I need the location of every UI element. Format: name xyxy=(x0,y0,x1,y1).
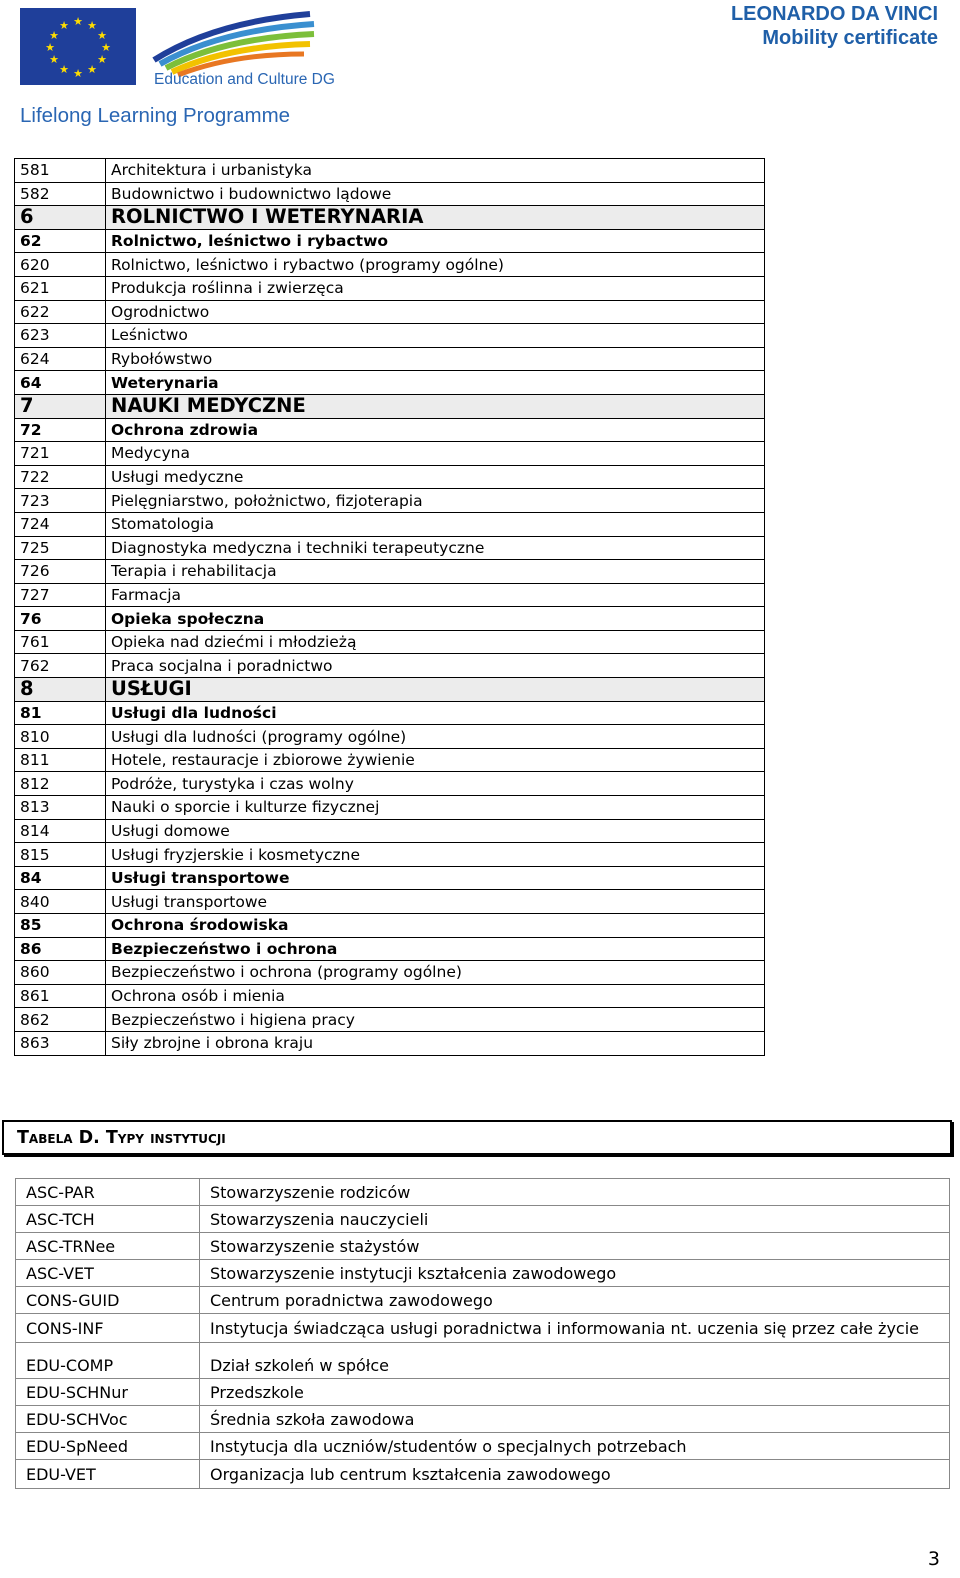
field-code: 813 xyxy=(15,796,106,820)
table-row xyxy=(16,1260,950,1287)
field-code: 623 xyxy=(15,324,106,348)
field-name: Usługi dla ludności (programy ogólne) xyxy=(106,725,765,749)
table-row xyxy=(15,843,765,867)
institution-code: CONS-GUID xyxy=(16,1287,200,1314)
table-row xyxy=(15,630,765,654)
institution-code: EDU-SpNeed xyxy=(16,1433,200,1460)
field-code: 621 xyxy=(15,276,106,300)
table-row xyxy=(16,1233,950,1260)
table-row xyxy=(15,324,765,348)
field-code: 81 xyxy=(15,701,106,725)
field-code: 761 xyxy=(15,630,106,654)
field-code: 84 xyxy=(15,866,106,890)
field-code: 64 xyxy=(15,371,106,395)
field-name: Ochrona środowiska xyxy=(106,914,765,938)
svg-text:★: ★ xyxy=(49,53,59,66)
field-code: 86 xyxy=(15,937,106,961)
field-code: 725 xyxy=(15,536,106,560)
field-name: NAUKI MEDYCZNE xyxy=(106,394,765,418)
field-name: Weterynaria xyxy=(106,371,765,395)
field-name: Bezpieczeństwo i ochrona xyxy=(106,937,765,961)
programme-subtitle: Mobility certificate xyxy=(762,27,938,49)
eu-flag-icon xyxy=(14,2,348,134)
institution-code: EDU-VET xyxy=(16,1460,200,1489)
fields-of-education-table xyxy=(14,158,765,1056)
svg-text:Education and Culture DG: Education and Culture DG xyxy=(154,71,335,88)
svg-text:★: ★ xyxy=(73,67,83,80)
field-name: Opieka nad dziećmi i młodzieżą xyxy=(106,630,765,654)
table-row xyxy=(15,654,765,678)
field-name: Rybołówstwo xyxy=(106,347,765,371)
field-code: 8 xyxy=(15,678,106,702)
field-name: Nauki o sporcie i kulturze fizycznej xyxy=(106,796,765,820)
table-row xyxy=(15,748,765,772)
field-name: Podróże, turystyka i czas wolny xyxy=(106,772,765,796)
svg-text:★: ★ xyxy=(101,41,111,54)
field-name: Bezpieczeństwo i ochrona (programy ogólne) xyxy=(106,961,765,985)
institution-name: Centrum poradnictwa zawodowego xyxy=(200,1287,950,1314)
field-code: 727 xyxy=(15,583,106,607)
table-row xyxy=(15,796,765,820)
field-code: 862 xyxy=(15,1008,106,1032)
table-row xyxy=(15,560,765,584)
field-name: Pielęgniarstwo, położnictwo, fizjoterapia xyxy=(106,489,765,513)
table-row xyxy=(15,914,765,938)
field-name: Produkcja roślinna i zwierzęca xyxy=(106,276,765,300)
svg-text:★: ★ xyxy=(45,41,55,54)
field-code: 624 xyxy=(15,347,106,371)
table-row xyxy=(15,1008,765,1032)
section-d-heading-box xyxy=(2,1120,952,1155)
table-row xyxy=(15,819,765,843)
institution-name: Stowarzyszenie stażystów xyxy=(200,1233,950,1260)
table-row xyxy=(15,206,765,230)
field-code: 724 xyxy=(15,512,106,536)
table-row xyxy=(15,937,765,961)
svg-text:★: ★ xyxy=(87,19,97,32)
field-code: 762 xyxy=(15,654,106,678)
table-row xyxy=(16,1179,950,1206)
field-name: Diagnostyka medyczna i techniki terapeutyczne xyxy=(106,536,765,560)
svg-text:★: ★ xyxy=(59,63,69,76)
table-row xyxy=(15,866,765,890)
table-row xyxy=(15,701,765,725)
field-name: Ochrona zdrowia xyxy=(106,418,765,442)
table-row xyxy=(15,159,765,183)
field-name: ROLNICTWO I WETERYNARIA xyxy=(106,206,765,230)
field-code: 815 xyxy=(15,843,106,867)
institution-code: EDU-SCHNur xyxy=(16,1379,200,1406)
field-code: 860 xyxy=(15,961,106,985)
table-row xyxy=(16,1343,950,1379)
field-name: Praca socjalna i poradnictwo xyxy=(106,654,765,678)
field-name: Bezpieczeństwo i higiena pracy xyxy=(106,1008,765,1032)
field-code: 76 xyxy=(15,607,106,631)
field-name: Ochrona osób i mienia xyxy=(106,984,765,1008)
svg-text:★: ★ xyxy=(49,29,59,42)
fields-table-body xyxy=(15,159,765,1056)
page-number: 3 xyxy=(927,1548,940,1570)
field-name: Terapia i rehabilitacja xyxy=(106,560,765,584)
field-name: Usługi dla ludności xyxy=(106,701,765,725)
svg-text:Lifelong Learning Programme: Lifelong Learning Programme xyxy=(20,104,291,127)
table-row xyxy=(15,1031,765,1055)
field-name: Leśnictwo xyxy=(106,324,765,348)
institution-name: Organizacja lub centrum kształcenia zawodowego xyxy=(200,1460,950,1489)
table-row xyxy=(15,536,765,560)
table-row xyxy=(15,984,765,1008)
institution-name: Instytucja świadcząca usługi poradnictwa i informowania nt. uczenia się przez całe życie xyxy=(200,1314,950,1343)
table-row xyxy=(15,583,765,607)
institution-code: EDU-SCHVoc xyxy=(16,1406,200,1433)
field-code: 723 xyxy=(15,489,106,513)
institution-name: Stowarzyszenie instytucji kształcenia zawodowego xyxy=(200,1260,950,1287)
field-code: 581 xyxy=(15,159,106,183)
table-row xyxy=(15,253,765,277)
institution-name: Instytucja dla uczniów/studentów o specjalnych potrzebach xyxy=(200,1433,950,1460)
institution-name: Średnia szkoła zawodowa xyxy=(200,1406,950,1433)
svg-text:★: ★ xyxy=(97,53,107,66)
field-code: 814 xyxy=(15,819,106,843)
svg-text:★: ★ xyxy=(97,29,107,42)
field-code: 811 xyxy=(15,748,106,772)
field-name: USŁUGI xyxy=(106,678,765,702)
institution-types-table xyxy=(15,1178,950,1489)
table-row xyxy=(16,1287,950,1314)
field-name: Medycyna xyxy=(106,442,765,466)
field-code: 7 xyxy=(15,394,106,418)
eu-lifelong-learning-logo xyxy=(14,2,348,134)
field-name: Usługi transportowe xyxy=(106,890,765,914)
field-name: Budownictwo i budownictwo lądowe xyxy=(106,182,765,206)
table-row xyxy=(15,418,765,442)
table-row xyxy=(16,1406,950,1433)
table-row xyxy=(16,1314,950,1343)
section-d-title: Tabela D. Typy instytucji xyxy=(17,1128,226,1148)
field-name: Farmacja xyxy=(106,583,765,607)
field-code: 812 xyxy=(15,772,106,796)
table-row xyxy=(15,725,765,749)
table-row xyxy=(15,300,765,324)
field-code: 810 xyxy=(15,725,106,749)
field-code: 721 xyxy=(15,442,106,466)
field-name: Stomatologia xyxy=(106,512,765,536)
table-row xyxy=(15,772,765,796)
field-name: Usługi transportowe xyxy=(106,866,765,890)
table-row xyxy=(15,229,765,253)
institution-code: ASC-TRNee xyxy=(16,1233,200,1260)
institution-code: ASC-VET xyxy=(16,1260,200,1287)
table-row xyxy=(16,1460,950,1489)
field-name: Usługi medyczne xyxy=(106,465,765,489)
table-row xyxy=(15,890,765,914)
programme-name: LEONARDO DA VINCI xyxy=(730,3,938,25)
table-row xyxy=(15,678,765,702)
table-row xyxy=(15,394,765,418)
table-row xyxy=(16,1379,950,1406)
institution-code: CONS-INF xyxy=(16,1314,200,1343)
field-name: Rolnictwo, leśnictwo i rybactwo xyxy=(106,229,765,253)
institution-table-body xyxy=(16,1179,950,1489)
table-row xyxy=(15,182,765,206)
field-name: Architektura i urbanistyka xyxy=(106,159,765,183)
table-row xyxy=(16,1206,950,1233)
svg-text:★: ★ xyxy=(73,15,83,28)
table-row xyxy=(15,442,765,466)
field-name: Usługi domowe xyxy=(106,819,765,843)
field-name: Ogrodnictwo xyxy=(106,300,765,324)
table-row xyxy=(16,1433,950,1460)
field-name: Rolnictwo, leśnictwo i rybactwo (programy ogólne) xyxy=(106,253,765,277)
table-row xyxy=(15,276,765,300)
field-code: 582 xyxy=(15,182,106,206)
institution-code: EDU-COMP xyxy=(16,1343,200,1379)
field-name: Opieka społeczna xyxy=(106,607,765,631)
institution-code: ASC-TCH xyxy=(16,1206,200,1233)
table-row xyxy=(15,371,765,395)
institution-name: Stowarzyszenia nauczycieli xyxy=(200,1206,950,1233)
field-code: 722 xyxy=(15,465,106,489)
table-row xyxy=(15,961,765,985)
field-code: 622 xyxy=(15,300,106,324)
programme-title xyxy=(731,2,938,50)
table-row xyxy=(15,489,765,513)
field-name: Siły zbrojne i obrona kraju xyxy=(106,1031,765,1055)
field-code: 726 xyxy=(15,560,106,584)
institution-name: Przedszkole xyxy=(200,1379,950,1406)
svg-text:★: ★ xyxy=(59,19,69,32)
table-row xyxy=(15,607,765,631)
field-code: 85 xyxy=(15,914,106,938)
table-row xyxy=(15,347,765,371)
svg-text:★: ★ xyxy=(87,63,97,76)
field-code: 840 xyxy=(15,890,106,914)
institution-code: ASC-PAR xyxy=(16,1179,200,1206)
table-row xyxy=(15,465,765,489)
field-name: Hotele, restauracje i zbiorowe żywienie xyxy=(106,748,765,772)
institution-name: Stowarzyszenie rodziców xyxy=(200,1179,950,1206)
field-code: 72 xyxy=(15,418,106,442)
field-code: 620 xyxy=(15,253,106,277)
field-name: Usługi fryzjerskie i kosmetyczne xyxy=(106,843,765,867)
education-culture-swoosh-icon xyxy=(154,14,314,75)
field-code: 6 xyxy=(15,206,106,230)
field-code: 863 xyxy=(15,1031,106,1055)
field-code: 861 xyxy=(15,984,106,1008)
field-code: 62 xyxy=(15,229,106,253)
institution-name: Dział szkoleń w spółce xyxy=(200,1343,950,1379)
table-row xyxy=(15,512,765,536)
